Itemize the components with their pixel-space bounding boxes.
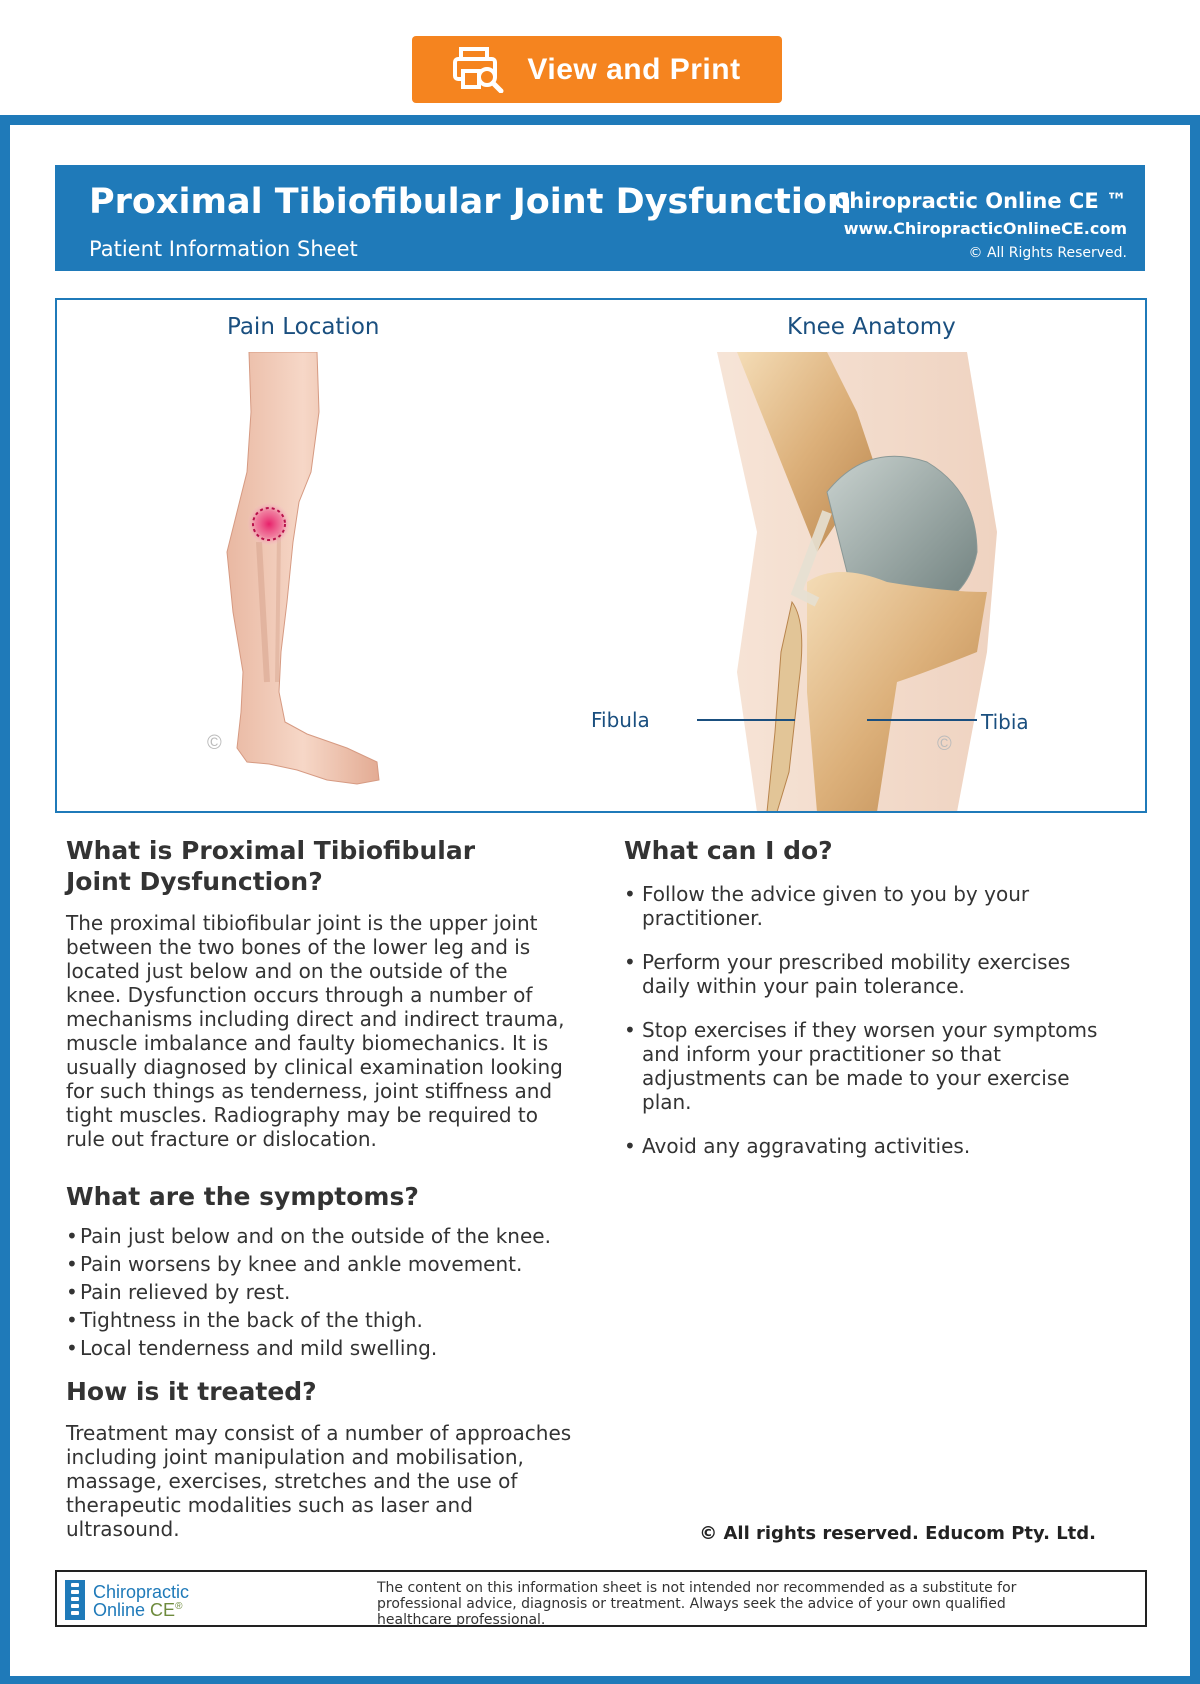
- what-is-body: The proximal tibiofibular joint is the upper joint between the two bones of the lower leg and is located just below and on the outside of the knee. Dysfunction occurs through a number of mechanisms including direct and indirect trauma, muscle imbalance and faulty biomechanics. It is usually diagnosed by clinical examination looking for such things as tenderness, joint stiffness and tight muscles. Radiography may be required to rule out fracture or dislocation.: [66, 911, 565, 1151]
- list-item: • Avoid any aggravating activities.: [624, 1134, 1114, 1158]
- what-can-i-do-heading: What can I do?: [624, 836, 833, 865]
- copyright-notice: © All rights reserved. Educom Pty. Ltd.: [699, 1523, 1096, 1544]
- symptoms-list: [66, 1224, 626, 1360]
- page-title: Proximal Tibiofibular Joint Dysfunction: [89, 182, 852, 222]
- chiropractic-online-ce-logo: [65, 1578, 205, 1622]
- list-item: • Pain worsens by knee and ankle movement.: [66, 1252, 626, 1276]
- list-item: • Pain just below and on the outside of the knee.: [66, 1224, 626, 1248]
- sheet-header: [55, 165, 1145, 271]
- print-preview-icon: [453, 47, 505, 93]
- list-item: • Follow the advice given to you by your practitioner.: [624, 882, 1114, 930]
- logo-line-1: Chiropractic: [93, 1582, 190, 1602]
- leg-copyright-mark: ©: [207, 732, 222, 754]
- sheet-footer: [55, 1570, 1147, 1627]
- list-item: • Stop exercises if they worsen your symptoms and inform your practitioner so that adjustments can be made to your exercise plan.: [624, 1018, 1114, 1114]
- tibia-label: Tibia: [981, 710, 1029, 734]
- knee-copyright-mark: ©: [937, 733, 952, 755]
- left-column: [66, 835, 626, 1541]
- knee-anatomy-title: Knee Anatomy: [787, 314, 956, 340]
- treatment-heading: How is it treated?: [66, 1377, 317, 1406]
- brand-url: www.ChiropracticOnlineCE.com: [843, 219, 1127, 238]
- disclaimer-text: The content on this information sheet is not intended nor recommended as a substitute for professional advice, diagnosis or treatment. Always seek the advice of your own qualified healthcare professional.: [377, 1580, 1017, 1628]
- view-and-print-button[interactable]: [412, 36, 782, 103]
- logo-line-2: Online CE®: [93, 1600, 183, 1620]
- fibula-label: Fibula: [591, 708, 650, 732]
- figures-panel: [55, 298, 1147, 813]
- view-and-print-label: View and Print: [527, 52, 741, 86]
- brand-name: Chiropractic Online CE ™: [833, 189, 1127, 213]
- list-item: • Tightness in the back of the thigh.: [66, 1308, 626, 1332]
- information-sheet: [0, 115, 1200, 1684]
- page-subtitle: Patient Information Sheet: [89, 237, 358, 261]
- list-item: • Perform your prescribed mobility exercises daily within your pain tolerance.: [624, 950, 1114, 998]
- knee-anatomy-illustration: [697, 352, 1007, 812]
- what-can-i-do-list: [624, 882, 1114, 1158]
- spine-icon: [65, 1580, 85, 1620]
- header-rights: © All Rights Reserved.: [968, 245, 1127, 261]
- symptoms-heading: What are the symptoms?: [66, 1182, 419, 1211]
- right-column: [624, 835, 1144, 1178]
- leg-illustration: [207, 352, 427, 812]
- pain-location-title: Pain Location: [227, 314, 380, 340]
- list-item: • Pain relieved by rest.: [66, 1280, 626, 1304]
- treatment-body: Treatment may consist of a number of approaches including joint manipulation and mobilisation, massage, exercises, stretches and the use of therapeutic modalities such as laser and ultrasound.: [66, 1421, 572, 1541]
- list-item: • Local tenderness and mild swelling.: [66, 1336, 626, 1360]
- what-is-heading: What is Proximal Tibiofibular Joint Dysfunction?: [66, 836, 476, 896]
